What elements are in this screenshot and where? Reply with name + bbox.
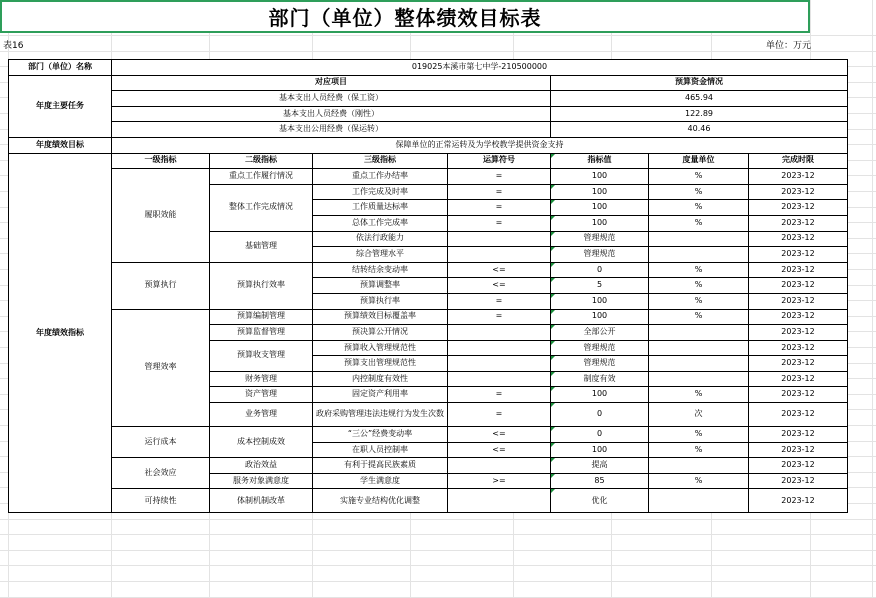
- gridline: [0, 550, 876, 551]
- target-value[interactable]: 0: [551, 427, 649, 443]
- target-value[interactable]: 100: [551, 184, 649, 200]
- level3-indicator[interactable]: 总体工作完成率: [313, 215, 448, 231]
- measure-unit[interactable]: %: [649, 387, 749, 403]
- operator-cell[interactable]: =: [448, 293, 551, 309]
- indicator-row: [9, 169, 848, 185]
- measure-unit[interactable]: [649, 340, 749, 356]
- measure-unit[interactable]: [649, 231, 749, 247]
- target-value[interactable]: 管理规范: [551, 356, 649, 372]
- deadline[interactable]: 2023-12: [749, 458, 848, 474]
- task-amount[interactable]: 465.94: [551, 91, 848, 107]
- indicator-row: [9, 489, 848, 513]
- level3-indicator[interactable]: 结转结余变动率: [313, 262, 448, 278]
- operator-cell[interactable]: [448, 489, 551, 513]
- deadline[interactable]: 2023-12: [749, 231, 848, 247]
- level3-indicator[interactable]: 预算绩效目标覆盖率: [313, 309, 448, 325]
- deadline[interactable]: 2023-12: [749, 262, 848, 278]
- measure-unit[interactable]: 次: [649, 403, 749, 427]
- gridline: [0, 51, 876, 52]
- funds-header[interactable]: 预算资金情况: [551, 75, 848, 91]
- operator-cell[interactable]: =: [448, 387, 551, 403]
- task-amount[interactable]: 40.46: [551, 122, 848, 138]
- indicator-row: [9, 458, 848, 474]
- header-unit[interactable]: 度量单位: [649, 153, 749, 169]
- deadline[interactable]: 2023-12: [749, 247, 848, 263]
- unit-label: 单位：万元: [766, 41, 812, 51]
- measure-unit[interactable]: [649, 247, 749, 263]
- performance-table: [8, 59, 848, 513]
- level3-indicator[interactable]: 预算支出管理规范性: [313, 356, 448, 372]
- target-value[interactable]: 5: [551, 278, 649, 294]
- operator-cell[interactable]: =: [448, 200, 551, 216]
- goal-text[interactable]: 保障单位的正常运转及为学校教学提供资金支持: [112, 137, 848, 153]
- level3-indicator[interactable]: 工作质量达标率: [313, 200, 448, 216]
- indicator-row: [9, 309, 848, 325]
- target-value[interactable]: 管理规范: [551, 231, 649, 247]
- goal-row: [9, 137, 848, 153]
- gridline: [0, 581, 876, 582]
- dept-row: [9, 60, 848, 76]
- task-row: [9, 122, 848, 138]
- level1-indicator[interactable]: 可持续性: [112, 489, 210, 513]
- measure-unit[interactable]: %: [649, 473, 749, 489]
- level3-indicator[interactable]: 固定资产利用率: [313, 387, 448, 403]
- target-value[interactable]: 100: [551, 309, 649, 325]
- gridline: [0, 519, 876, 520]
- deadline[interactable]: 2023-12: [749, 371, 848, 387]
- deadline[interactable]: 2023-12: [749, 200, 848, 216]
- gridline: [0, 35, 876, 36]
- task-row: [9, 106, 848, 122]
- task-header-row: [9, 75, 848, 91]
- level3-indicator[interactable]: 有利于提高民族素质: [313, 458, 448, 474]
- level2-indicator[interactable]: 资产管理: [210, 387, 313, 403]
- operator-cell[interactable]: <=: [448, 262, 551, 278]
- measure-unit[interactable]: %: [649, 215, 749, 231]
- level2-indicator[interactable]: 政治效益: [210, 458, 313, 474]
- level2-indicator[interactable]: 预算监督管理: [210, 325, 313, 341]
- task-row: [9, 91, 848, 107]
- level2-indicator[interactable]: 预算收支管理: [210, 340, 313, 371]
- level3-indicator[interactable]: 政府采购管理违法违规行为发生次数: [313, 403, 448, 427]
- measure-unit[interactable]: %: [649, 278, 749, 294]
- level3-indicator[interactable]: 预算执行率: [313, 293, 448, 309]
- level3-indicator[interactable]: 重点工作办结率: [313, 169, 448, 185]
- deadline[interactable]: 2023-12: [749, 356, 848, 372]
- page-title: 部门（单位）整体绩效目标表: [268, 6, 542, 30]
- operator-cell[interactable]: >=: [448, 473, 551, 489]
- level3-indicator[interactable]: “三公”经费变动率: [313, 427, 448, 443]
- measure-unit[interactable]: %: [649, 184, 749, 200]
- level3-indicator[interactable]: 预算调整率: [313, 278, 448, 294]
- measure-unit[interactable]: %: [649, 200, 749, 216]
- deadline[interactable]: 2023-12: [749, 169, 848, 185]
- operator-cell[interactable]: <=: [448, 427, 551, 443]
- target-value[interactable]: 100: [551, 169, 649, 185]
- measure-unit[interactable]: [649, 356, 749, 372]
- deadline[interactable]: 2023-12: [749, 293, 848, 309]
- measure-unit[interactable]: [649, 371, 749, 387]
- level3-indicator[interactable]: 工作完成及时率: [313, 184, 448, 200]
- operator-cell[interactable]: <=: [448, 278, 551, 294]
- target-value[interactable]: 管理规范: [551, 340, 649, 356]
- target-value[interactable]: 100: [551, 215, 649, 231]
- indicator-row: [9, 262, 848, 278]
- header-value[interactable]: 指标值: [551, 153, 649, 169]
- dept-label[interactable]: 部门（单位）名称: [9, 60, 112, 76]
- table-number: 表16: [3, 41, 24, 51]
- task-project[interactable]: 基本支出人员经费（刚性）: [112, 106, 551, 122]
- measure-unit[interactable]: %: [649, 169, 749, 185]
- target-value[interactable]: 100: [551, 387, 649, 403]
- task-label[interactable]: 年度主要任务: [9, 75, 112, 137]
- level1-indicator[interactable]: 社会效应: [112, 458, 210, 489]
- deadline[interactable]: 2023-12: [749, 184, 848, 200]
- level2-indicator[interactable]: 财务管理: [210, 371, 313, 387]
- task-project[interactable]: 基本支出公用经费（保运转）: [112, 122, 551, 138]
- level1-indicator[interactable]: 管理效率: [112, 309, 210, 427]
- level2-indicator[interactable]: 业务管理: [210, 403, 313, 427]
- operator-cell[interactable]: [448, 340, 551, 356]
- level3-indicator[interactable]: 学生满意度: [313, 473, 448, 489]
- level1-indicator[interactable]: 运行成本: [112, 427, 210, 458]
- level3-indicator[interactable]: 预算收入管理规范性: [313, 340, 448, 356]
- measure-unit[interactable]: [649, 458, 749, 474]
- level3-indicator[interactable]: 内控制度有效性: [313, 371, 448, 387]
- header-time[interactable]: 完成时限: [749, 153, 848, 169]
- level2-indicator[interactable]: 预算执行效率: [210, 262, 313, 309]
- target-value[interactable]: 100: [551, 442, 649, 458]
- task-project[interactable]: 基本支出人员经费（保工资）: [112, 91, 551, 107]
- operator-cell[interactable]: [448, 325, 551, 341]
- level3-indicator[interactable]: 在职人员控制率: [313, 442, 448, 458]
- level1-indicator[interactable]: 履职效能: [112, 169, 210, 263]
- goal-label[interactable]: 年度绩效目标: [9, 137, 112, 153]
- level2-indicator[interactable]: 体制机制改革: [210, 489, 313, 513]
- measure-unit[interactable]: %: [649, 293, 749, 309]
- indicator-label[interactable]: 年度绩效指标: [9, 153, 112, 513]
- operator-cell[interactable]: <=: [448, 442, 551, 458]
- target-value[interactable]: 提高: [551, 458, 649, 474]
- measure-unit[interactable]: %: [649, 309, 749, 325]
- indicator-header-row: [9, 153, 848, 169]
- operator-cell[interactable]: [448, 371, 551, 387]
- operator-cell[interactable]: =: [448, 403, 551, 427]
- project-header[interactable]: 对应项目: [112, 75, 551, 91]
- level3-indicator[interactable]: 实施专业结构优化调整: [313, 489, 448, 513]
- title-cell[interactable]: [0, 0, 810, 33]
- target-value[interactable]: 85: [551, 473, 649, 489]
- target-value[interactable]: 100: [551, 200, 649, 216]
- deadline[interactable]: 2023-12: [749, 278, 848, 294]
- deadline[interactable]: 2023-12: [749, 387, 848, 403]
- header-level2[interactable]: 二级指标: [210, 153, 313, 169]
- level2-indicator[interactable]: 基础管理: [210, 231, 313, 262]
- level3-indicator[interactable]: 预决算公开情况: [313, 325, 448, 341]
- measure-unit[interactable]: %: [649, 427, 749, 443]
- operator-cell[interactable]: [448, 356, 551, 372]
- measure-unit[interactable]: [649, 489, 749, 513]
- level2-indicator[interactable]: 重点工作履行情况: [210, 169, 313, 185]
- header-operator[interactable]: 运算符号: [448, 153, 551, 169]
- level3-indicator[interactable]: 综合管理水平: [313, 247, 448, 263]
- deadline[interactable]: 2023-12: [749, 340, 848, 356]
- deadline[interactable]: 2023-12: [749, 403, 848, 427]
- operator-cell[interactable]: =: [448, 169, 551, 185]
- operator-cell[interactable]: [448, 231, 551, 247]
- target-value[interactable]: 全部公开: [551, 325, 649, 341]
- gridline: [872, 0, 873, 597]
- operator-cell[interactable]: =: [448, 215, 551, 231]
- deadline[interactable]: 2023-12: [749, 325, 848, 341]
- measure-unit[interactable]: %: [649, 262, 749, 278]
- deadline[interactable]: 2023-12: [749, 215, 848, 231]
- deadline[interactable]: 2023-12: [749, 473, 848, 489]
- operator-cell[interactable]: =: [448, 184, 551, 200]
- measure-unit[interactable]: [649, 325, 749, 341]
- target-value[interactable]: 0: [551, 262, 649, 278]
- operator-cell[interactable]: =: [448, 309, 551, 325]
- level1-indicator[interactable]: 预算执行: [112, 262, 210, 309]
- gridline: [0, 534, 876, 535]
- level3-indicator[interactable]: 依法行政能力: [313, 231, 448, 247]
- target-value[interactable]: 优化: [551, 489, 649, 513]
- indicator-row: [9, 427, 848, 443]
- operator-cell[interactable]: [448, 247, 551, 263]
- dept-name[interactable]: 019025本溪市第七中学-210500000: [112, 60, 848, 76]
- header-level3[interactable]: 三级指标: [313, 153, 448, 169]
- task-amount[interactable]: 122.89: [551, 106, 848, 122]
- level2-indicator[interactable]: 预算编制管理: [210, 309, 313, 325]
- target-value[interactable]: 制度有效: [551, 371, 649, 387]
- measure-unit[interactable]: %: [649, 442, 749, 458]
- deadline[interactable]: 2023-12: [749, 442, 848, 458]
- level2-indicator[interactable]: 服务对象满意度: [210, 473, 313, 489]
- deadline[interactable]: 2023-12: [749, 309, 848, 325]
- header-level1[interactable]: 一级指标: [112, 153, 210, 169]
- level2-indicator[interactable]: 整体工作完成情况: [210, 184, 313, 231]
- target-value[interactable]: 100: [551, 293, 649, 309]
- gridline: [0, 565, 876, 566]
- deadline[interactable]: 2023-12: [749, 427, 848, 443]
- deadline[interactable]: 2023-12: [749, 489, 848, 513]
- operator-cell[interactable]: [448, 458, 551, 474]
- target-value[interactable]: 管理规范: [551, 247, 649, 263]
- level2-indicator[interactable]: 成本控制成效: [210, 427, 313, 458]
- target-value[interactable]: 0: [551, 403, 649, 427]
